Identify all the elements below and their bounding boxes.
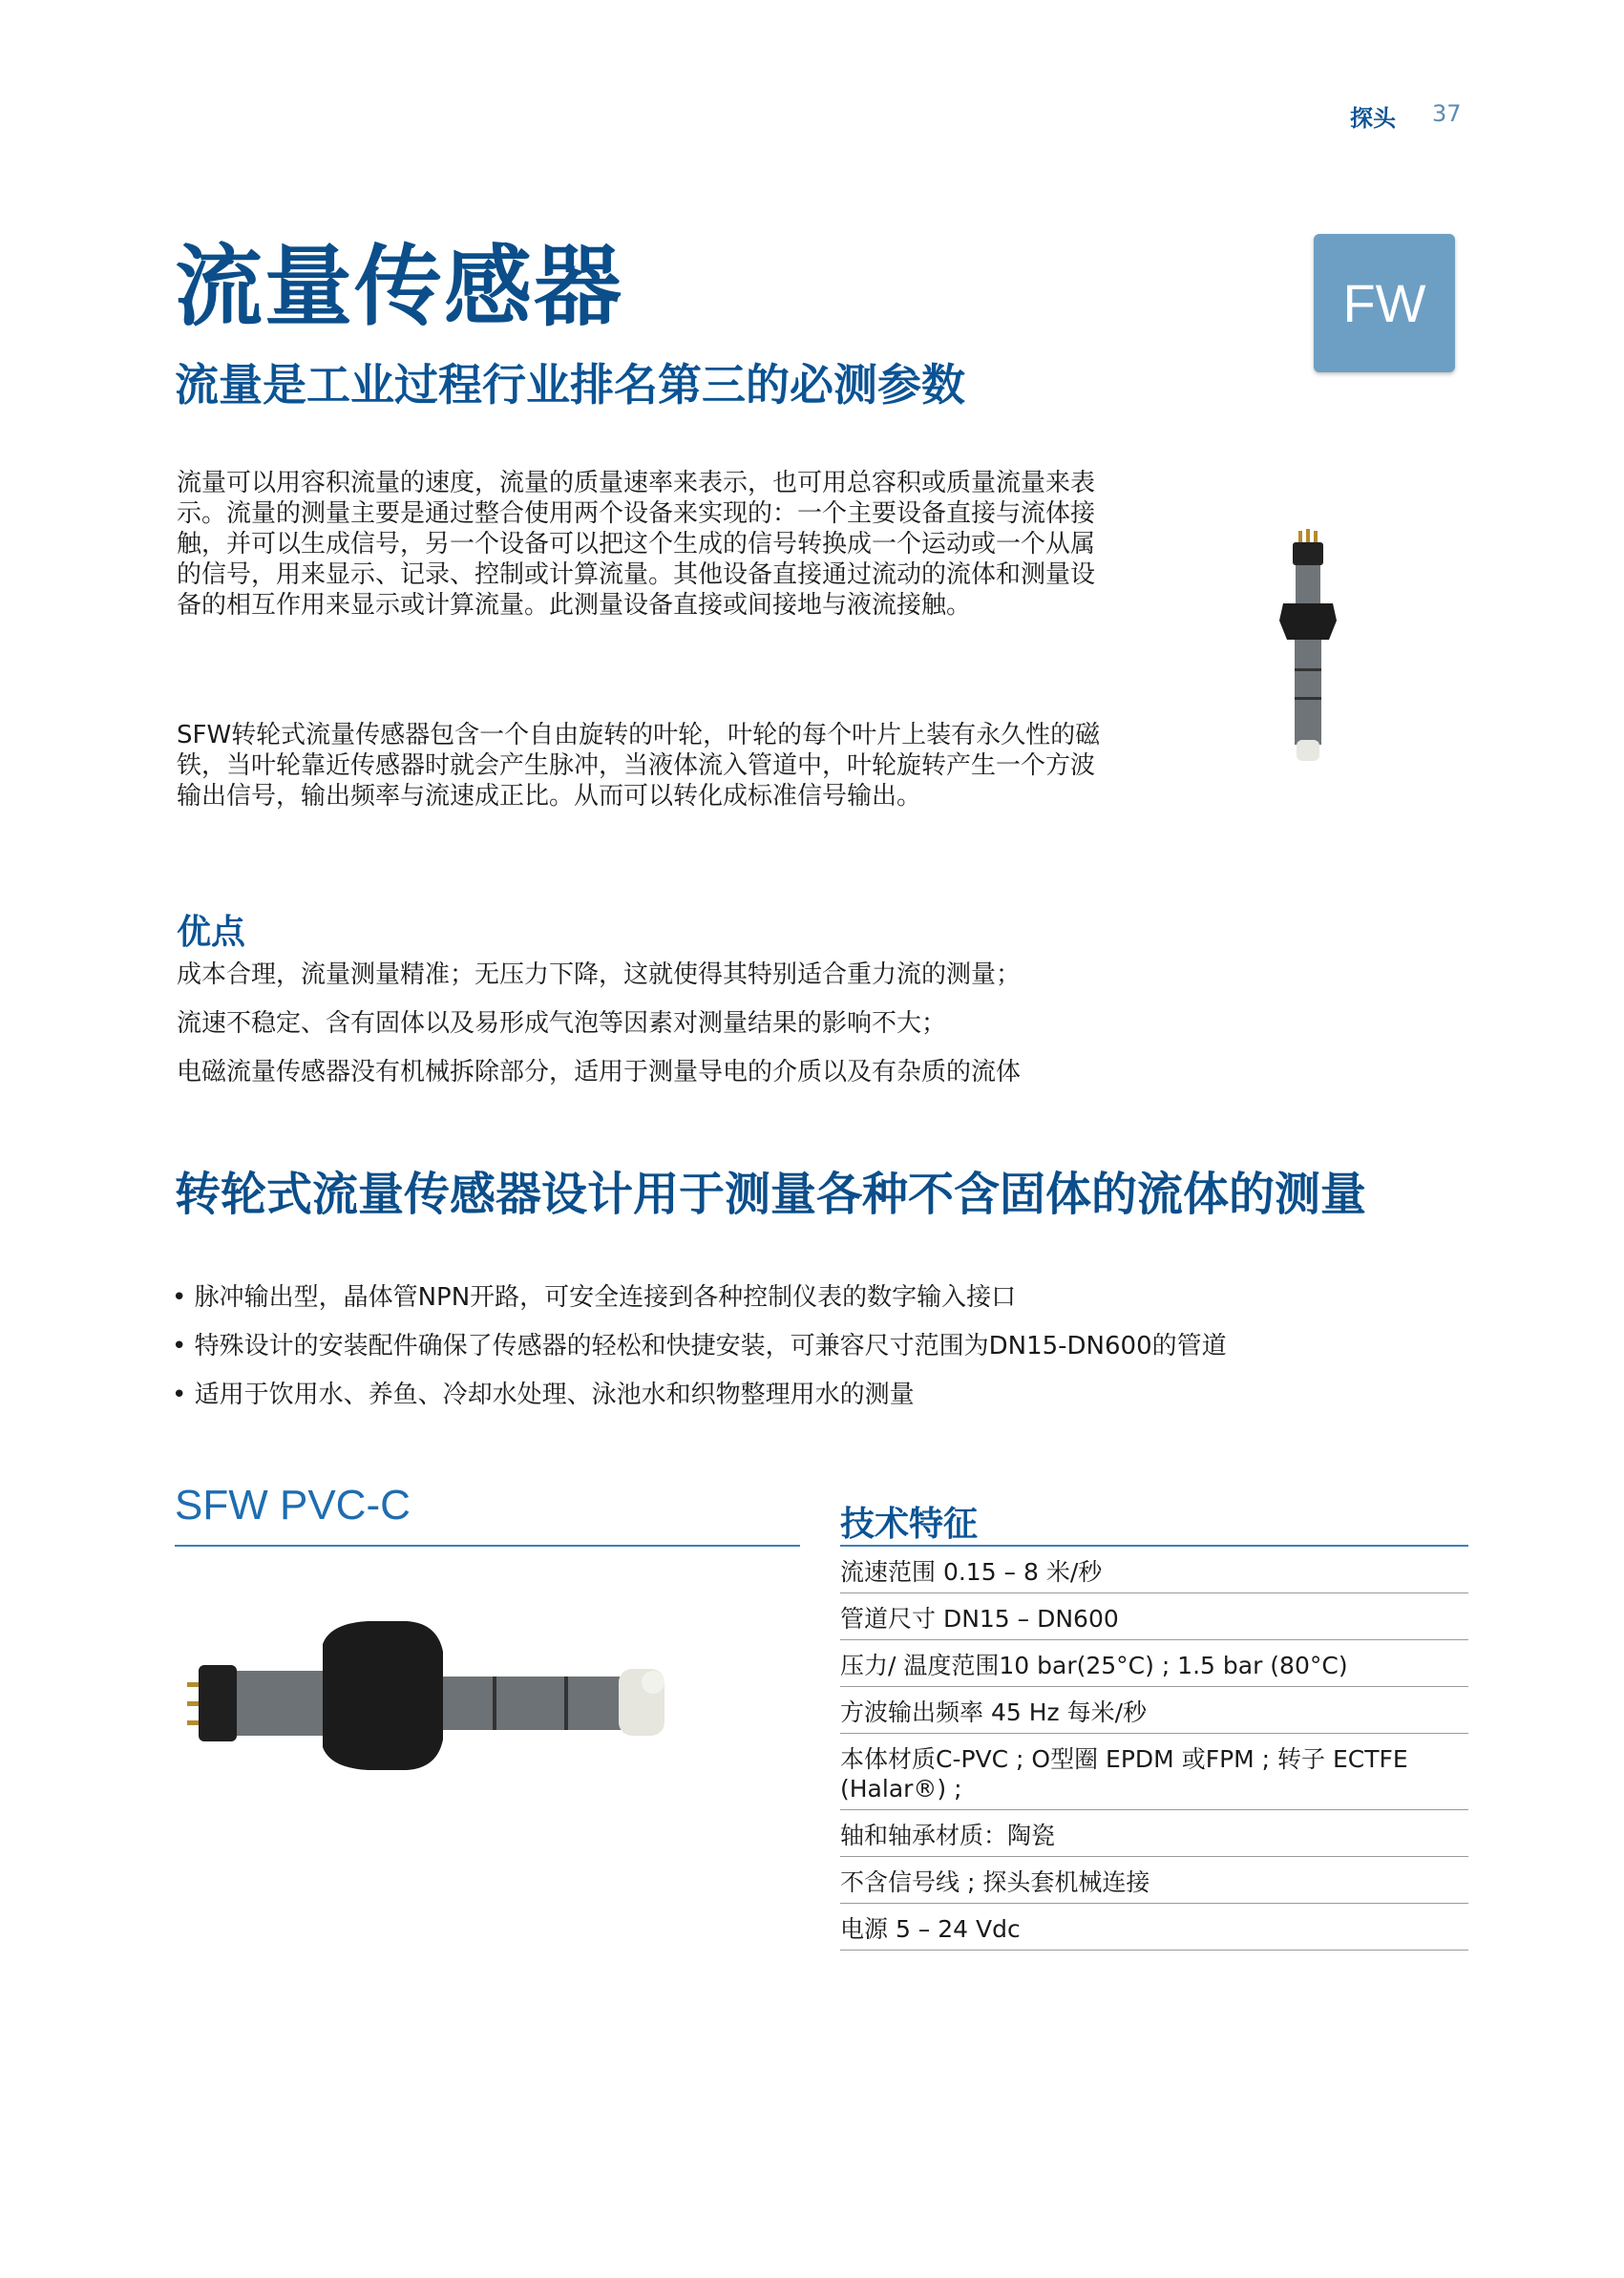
spec-row: 轴和轴承材质：陶瓷	[840, 1810, 1468, 1857]
sensor-vertical-image	[1270, 525, 1346, 773]
model-heading: SFW PVC-C	[175, 1482, 411, 1529]
page-subtitle: 流量是工业过程行业排名第三的必测参数	[175, 359, 965, 411]
specs-heading: 技术特征	[840, 1505, 979, 1544]
list-item: • 适用于饮用水、养鱼、冷却水处理、泳池水和织物整理用水的测量	[172, 1381, 915, 1409]
list-item: • 脉冲输出型，晶体管NPN开路，可安全连接到各种控制仪表的数字输入接口	[172, 1283, 1017, 1312]
sensor-horizontal-image	[187, 1606, 722, 1787]
intro-paragraph-2: SFW转轮式流量传感器包含一个自由旋转的叶轮，叶轮的每个叶片上装有永久性的磁铁，当叶轮靠近传感器时就会产生脉冲，当液体流入管道中，叶轮旋转产生一个方波输出信号，输出频率与流速成正比。从而可以转化成标准信号输出。	[177, 721, 1101, 811]
page-title: 流量传感器	[175, 236, 624, 338]
list-item: 电磁流量传感器没有机械拆除部分，适用于测量导电的介质以及有杂质的流体	[177, 1058, 1022, 1086]
divider	[175, 1545, 800, 1547]
spec-row: 压力/ 温度范围10 bar(25°C) ; 1.5 bar (80°C)	[840, 1640, 1468, 1687]
list-item: 流速不稳定、含有固体以及易形成气泡等因素对测量结果的影响不大；	[177, 1009, 947, 1038]
category-badge: FW	[1314, 234, 1455, 372]
list-item: 成本合理，流量测量精准；无压力下降，这就使得其特别适合重力流的测量；	[177, 960, 1022, 989]
spec-row: 流速范围 0.15 – 8 米/秒	[840, 1547, 1468, 1593]
advantages-heading: 优点	[177, 913, 246, 952]
spec-row: 本体材质C-PVC ; O型圈 EPDM 或FPM ; 转子 ECTFE (Halar®) ;	[840, 1734, 1468, 1810]
design-bullet-list	[172, 1281, 1318, 1427]
design-heading: 转轮式流量传感器设计用于测量各种不含固体的流体的测量	[175, 1168, 1367, 1221]
intro-paragraph-1: 流量可以用容积流量的速度，流量的质量速率来表示，也可用总容积或质量流量来表示。流量的测量主要是通过整合使用两个设备来实现的：一个主要设备直接与流体接触，并可以生成信号，另一个设备可以把这个生成的信号转换成一个运动或一个从属的信号，用来显示、记录、控制或计算流量。其他设备直接通过流动的流体和测量设备的相互作用来显示或计算流量。此测量设备直接或间接地与液流接触。	[177, 469, 1096, 620]
spec-table	[840, 1547, 1468, 1951]
spec-row: 方波输出频率 45 Hz 每米/秒	[840, 1687, 1468, 1734]
page-number: 37	[1432, 100, 1462, 127]
spec-row: 电源 5 – 24 Vdc	[840, 1904, 1468, 1951]
list-item: • 特殊设计的安装配件确保了传感器的轻松和快捷安装，可兼容尺寸范围为DN15-DN600的管道	[172, 1332, 1227, 1360]
spec-row: 管道尺寸 DN15 – DN600	[840, 1593, 1468, 1640]
advantages-list	[177, 959, 1227, 1105]
section-label: 探头	[1350, 105, 1396, 132]
spec-row: 不含信号线 ; 探头套机械连接	[840, 1857, 1468, 1904]
